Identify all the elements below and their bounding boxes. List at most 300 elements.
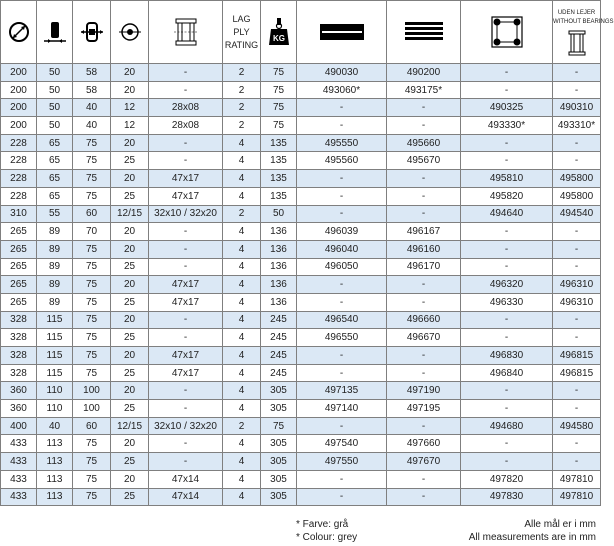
table-cell: 55	[37, 205, 73, 223]
table-cell: -	[553, 435, 601, 453]
table-cell: 265	[1, 293, 37, 311]
table-cell: 28x08	[149, 99, 223, 117]
table-cell: 40	[73, 99, 111, 117]
table-cell: -	[297, 364, 387, 382]
table-cell: -	[387, 117, 461, 135]
table-cell: 75	[73, 240, 111, 258]
table-cell: 58	[73, 64, 111, 82]
table-cell: -	[387, 293, 461, 311]
table-cell: 60	[73, 417, 111, 435]
table-cell: 2	[223, 417, 261, 435]
table-cell: 50	[261, 205, 297, 223]
table-cell: 20	[111, 240, 149, 258]
table-cell: 20	[111, 347, 149, 365]
col-ball-bearing	[461, 1, 553, 64]
table-cell: 265	[1, 276, 37, 294]
weight-kg-icon	[267, 17, 291, 47]
table-cell: 497190	[387, 382, 461, 400]
table-cell: 497135	[297, 382, 387, 400]
table-cell: 75	[73, 453, 111, 471]
table-cell: -	[461, 64, 553, 82]
table-cell: 496830	[461, 347, 553, 365]
table-cell: -	[461, 435, 553, 453]
table-cell: 200	[1, 64, 37, 82]
table-cell: 25	[111, 364, 149, 382]
table-cell: 497195	[387, 400, 461, 418]
axle-bore-icon	[118, 22, 142, 42]
table-cell: 113	[37, 453, 73, 471]
table-cell: -	[149, 81, 223, 99]
table-cell: 496660	[387, 311, 461, 329]
table-cell: -	[553, 329, 601, 347]
ribbed-tread-icon	[404, 21, 444, 43]
table-cell: 2	[223, 81, 261, 99]
table-cell: 305	[261, 470, 297, 488]
table-cell: 493175*	[387, 81, 461, 99]
no-bearing-label-line1: UDEN LEJER	[557, 9, 596, 16]
table-cell: 245	[261, 311, 297, 329]
table-cell: 50	[37, 64, 73, 82]
table-cell: -	[387, 187, 461, 205]
table-row	[1, 470, 601, 488]
table-cell: 328	[1, 364, 37, 382]
table-cell: 65	[37, 170, 73, 188]
table-cell: 115	[37, 329, 73, 347]
measurement-note-da: Alle mål er i mm	[524, 519, 596, 530]
table-cell: 28x08	[149, 117, 223, 135]
table-cell: 75	[261, 417, 297, 435]
table-cell: 4	[223, 293, 261, 311]
table-cell: -	[149, 152, 223, 170]
table-cell: 25	[111, 152, 149, 170]
table-cell: 496840	[461, 364, 553, 382]
table-cell: 265	[1, 240, 37, 258]
table-cell: 25	[111, 187, 149, 205]
ply-label-line1: LAG	[232, 13, 251, 24]
ball-bearing-icon	[490, 15, 524, 49]
table-cell: 4	[223, 276, 261, 294]
table-row	[1, 187, 601, 205]
table-cell: 20	[111, 311, 149, 329]
table-cell: 4	[223, 470, 261, 488]
table-cell: -	[297, 347, 387, 365]
table-row	[1, 81, 601, 99]
table-cell: 89	[37, 276, 73, 294]
col-axle-bore	[111, 1, 149, 64]
table-cell: 496170	[387, 258, 461, 276]
table-cell: 310	[1, 205, 37, 223]
measurement-note-en: All measurements are in mm	[468, 532, 596, 543]
table-cell: 305	[261, 382, 297, 400]
table-cell: 47x14	[149, 488, 223, 506]
roller-bearing-icon	[172, 17, 200, 47]
table-cell: 4	[223, 347, 261, 365]
table-cell: 496670	[387, 329, 461, 347]
table-cell: 47x17	[149, 276, 223, 294]
table-cell: -	[387, 99, 461, 117]
table-cell: 494640	[461, 205, 553, 223]
table-cell: -	[553, 64, 601, 82]
table-cell: -	[149, 453, 223, 471]
table-cell: 328	[1, 329, 37, 347]
table-cell: 2	[223, 64, 261, 82]
table-cell: 75	[73, 329, 111, 347]
table-cell: 110	[37, 400, 73, 418]
table-cell: -	[553, 258, 601, 276]
table-cell: 70	[73, 223, 111, 241]
table-row	[1, 364, 601, 382]
table-cell: -	[149, 258, 223, 276]
table-cell: 360	[1, 400, 37, 418]
table-cell: 65	[37, 187, 73, 205]
colour-note	[296, 518, 357, 544]
table-cell: 47x17	[149, 170, 223, 188]
table-cell: -	[553, 400, 601, 418]
table-cell: 496310	[553, 276, 601, 294]
table-cell: 20	[111, 435, 149, 453]
table-cell: 400	[1, 417, 37, 435]
table-cell: 65	[37, 134, 73, 152]
table-cell: -	[297, 276, 387, 294]
table-row	[1, 134, 601, 152]
table-cell: 100	[73, 400, 111, 418]
table-row	[1, 453, 601, 471]
table-cell: 75	[261, 99, 297, 117]
table-cell: 2	[223, 205, 261, 223]
table-cell: 495800	[553, 170, 601, 188]
table-cell: 75	[261, 117, 297, 135]
table-cell: 75	[73, 276, 111, 294]
table-cell: 496167	[387, 223, 461, 241]
table-cell: 496160	[387, 240, 461, 258]
table-row	[1, 382, 601, 400]
table-cell: 493330*	[461, 117, 553, 135]
table-cell: -	[387, 347, 461, 365]
table-cell: -	[387, 470, 461, 488]
table-cell: 75	[73, 293, 111, 311]
table-cell: 494540	[553, 205, 601, 223]
table-cell: 25	[111, 453, 149, 471]
table-cell: 25	[111, 258, 149, 276]
table-cell: -	[461, 240, 553, 258]
col-width	[37, 1, 73, 64]
col-load	[261, 1, 297, 64]
table-cell: -	[149, 223, 223, 241]
table-cell: 75	[73, 311, 111, 329]
table-cell: 135	[261, 152, 297, 170]
table-cell: -	[553, 453, 601, 471]
table-cell: 40	[37, 417, 73, 435]
table-cell: 496310	[553, 293, 601, 311]
table-cell: 496815	[553, 364, 601, 382]
table-cell: 433	[1, 488, 37, 506]
table-cell: 496050	[297, 258, 387, 276]
weight-kg-label: KG	[272, 34, 285, 43]
table-cell: 496815	[553, 347, 601, 365]
table-cell: 135	[261, 187, 297, 205]
table-cell: 496330	[461, 293, 553, 311]
table-cell: -	[461, 134, 553, 152]
table-cell: 328	[1, 347, 37, 365]
table-cell: 493060*	[297, 81, 387, 99]
table-cell: 136	[261, 240, 297, 258]
col-without-bearings	[553, 1, 614, 64]
table-cell: 75	[73, 347, 111, 365]
footnotes	[0, 518, 600, 546]
no-bearing-label-line2: WITHOUT BEARINGS	[553, 18, 614, 25]
table-cell: 4	[223, 435, 261, 453]
table-row	[1, 99, 601, 117]
table-cell: 47x17	[149, 187, 223, 205]
table-cell: -	[149, 329, 223, 347]
hub-length-icon	[80, 20, 104, 44]
table-cell: 490325	[461, 99, 553, 117]
col-ribbed-tread	[387, 1, 461, 64]
table-row	[1, 435, 601, 453]
table-cell: -	[461, 258, 553, 276]
table-cell: 4	[223, 453, 261, 471]
table-row	[1, 417, 601, 435]
table-cell: 4	[223, 152, 261, 170]
table-cell: 360	[1, 382, 37, 400]
table-row	[1, 347, 601, 365]
table-cell: 50	[37, 99, 73, 117]
table-cell: 4	[223, 488, 261, 506]
table-row	[1, 311, 601, 329]
table-cell: -	[553, 134, 601, 152]
table-cell: -	[297, 470, 387, 488]
table-cell: 65	[37, 152, 73, 170]
table-row	[1, 329, 601, 347]
table-cell: 4	[223, 170, 261, 188]
table-cell: 4	[223, 364, 261, 382]
table-cell: 490200	[387, 64, 461, 82]
table-cell: 89	[37, 293, 73, 311]
wheel-diameter-icon	[8, 21, 30, 43]
table-cell: 135	[261, 170, 297, 188]
table-cell: -	[553, 223, 601, 241]
table-cell: 89	[37, 240, 73, 258]
table-cell: 493310*	[553, 117, 601, 135]
table-cell: 495820	[461, 187, 553, 205]
table-cell: 433	[1, 435, 37, 453]
spec-table-body	[1, 64, 601, 506]
table-cell: 115	[37, 347, 73, 365]
table-cell: 12/15	[111, 205, 149, 223]
table-cell: 497660	[387, 435, 461, 453]
table-cell: 497810	[553, 470, 601, 488]
table-cell: -	[461, 311, 553, 329]
colour-note-en: * Colour: grey	[296, 532, 358, 543]
table-cell: 228	[1, 134, 37, 152]
table-cell: 50	[37, 81, 73, 99]
table-cell: 4	[223, 311, 261, 329]
table-cell: 200	[1, 117, 37, 135]
table-cell: 228	[1, 170, 37, 188]
table-cell: 497810	[553, 488, 601, 506]
table-cell: 75	[261, 64, 297, 82]
table-cell: -	[387, 170, 461, 188]
table-cell: 20	[111, 470, 149, 488]
table-cell: 2	[223, 99, 261, 117]
table-cell: 40	[73, 117, 111, 135]
table-cell: 25	[111, 488, 149, 506]
table-cell: -	[553, 311, 601, 329]
measurement-note	[469, 518, 596, 544]
table-cell: 200	[1, 81, 37, 99]
table-cell: -	[387, 417, 461, 435]
table-cell: -	[149, 311, 223, 329]
table-cell: -	[553, 152, 601, 170]
table-cell: 20	[111, 134, 149, 152]
table-cell: 60	[73, 205, 111, 223]
header-row	[1, 1, 601, 64]
table-cell: 110	[37, 382, 73, 400]
table-cell: 494580	[553, 417, 601, 435]
table-cell: 497140	[297, 400, 387, 418]
table-cell: 495660	[387, 134, 461, 152]
table-cell: 12/15	[111, 417, 149, 435]
col-roller-bearing	[149, 1, 223, 64]
table-cell: 58	[73, 81, 111, 99]
table-cell: 113	[37, 470, 73, 488]
table-cell: -	[297, 488, 387, 506]
table-cell: 4	[223, 134, 261, 152]
table-cell: -	[461, 453, 553, 471]
table-cell: 245	[261, 329, 297, 347]
table-row	[1, 240, 601, 258]
table-cell: -	[461, 400, 553, 418]
table-cell: 12	[111, 99, 149, 117]
table-cell: 25	[111, 329, 149, 347]
table-cell: 4	[223, 187, 261, 205]
table-row	[1, 276, 601, 294]
table-cell: 4	[223, 329, 261, 347]
table-cell: 305	[261, 453, 297, 471]
table-cell: -	[387, 276, 461, 294]
table-row	[1, 117, 601, 135]
table-cell: -	[461, 382, 553, 400]
table-cell: 47x14	[149, 470, 223, 488]
table-cell: -	[297, 187, 387, 205]
table-cell: 265	[1, 223, 37, 241]
table-cell: 75	[73, 170, 111, 188]
table-cell: 20	[111, 223, 149, 241]
table-cell: 496039	[297, 223, 387, 241]
table-cell: 115	[37, 364, 73, 382]
table-cell: 497670	[387, 453, 461, 471]
table-row	[1, 488, 601, 506]
table-cell: -	[149, 400, 223, 418]
table-cell: 75	[73, 187, 111, 205]
table-cell: 497830	[461, 488, 553, 506]
table-cell: -	[553, 240, 601, 258]
table-cell: 265	[1, 258, 37, 276]
table-cell: -	[461, 81, 553, 99]
table-cell: 75	[73, 488, 111, 506]
table-cell: 495800	[553, 187, 601, 205]
plain-hub-icon	[566, 30, 588, 56]
table-cell: -	[297, 293, 387, 311]
table-cell: 494680	[461, 417, 553, 435]
table-cell: -	[387, 364, 461, 382]
table-cell: 497550	[297, 453, 387, 471]
table-cell: 495670	[387, 152, 461, 170]
table-row	[1, 293, 601, 311]
table-cell: 75	[73, 134, 111, 152]
ply-label-line2: PLY	[233, 26, 250, 37]
table-cell: 200	[1, 99, 37, 117]
table-cell: 32x10 / 32x20	[149, 205, 223, 223]
table-cell: -	[149, 134, 223, 152]
table-cell: 228	[1, 187, 37, 205]
table-cell: 136	[261, 258, 297, 276]
table-cell: -	[149, 435, 223, 453]
table-cell: 75	[73, 152, 111, 170]
table-row	[1, 152, 601, 170]
table-cell: 245	[261, 364, 297, 382]
table-cell: 20	[111, 276, 149, 294]
table-cell: 113	[37, 435, 73, 453]
table-cell: 433	[1, 470, 37, 488]
table-cell: 75	[73, 258, 111, 276]
table-cell: 433	[1, 453, 37, 471]
table-cell: 496540	[297, 311, 387, 329]
table-cell: 47x17	[149, 364, 223, 382]
table-cell: -	[387, 205, 461, 223]
table-cell: 4	[223, 258, 261, 276]
table-cell: 25	[111, 293, 149, 311]
table-cell: 47x17	[149, 293, 223, 311]
table-cell: 4	[223, 240, 261, 258]
col-ply-rating	[223, 1, 261, 64]
table-cell: -	[149, 382, 223, 400]
table-row	[1, 170, 601, 188]
table-cell: 75	[73, 364, 111, 382]
table-cell: 32x10 / 32x20	[149, 417, 223, 435]
table-cell: 75	[261, 81, 297, 99]
table-cell: 495810	[461, 170, 553, 188]
table-cell: -	[553, 81, 601, 99]
table-cell: 328	[1, 311, 37, 329]
table-cell: 50	[37, 117, 73, 135]
table-cell: 136	[261, 276, 297, 294]
table-cell: -	[297, 417, 387, 435]
table-cell: 497540	[297, 435, 387, 453]
col-diameter	[1, 1, 37, 64]
table-cell: 245	[261, 347, 297, 365]
table-cell: 4	[223, 400, 261, 418]
table-cell: 228	[1, 152, 37, 170]
table-cell: 305	[261, 435, 297, 453]
table-cell: 305	[261, 400, 297, 418]
table-cell: 495550	[297, 134, 387, 152]
table-cell: -	[461, 223, 553, 241]
table-cell: 496320	[461, 276, 553, 294]
table-cell: -	[387, 488, 461, 506]
ply-label-line3: RATING	[224, 39, 259, 50]
table-cell: 100	[73, 382, 111, 400]
table-cell: -	[297, 117, 387, 135]
col-solid-tread	[297, 1, 387, 64]
table-cell: -	[553, 382, 601, 400]
table-cell: 135	[261, 134, 297, 152]
table-cell: 490310	[553, 99, 601, 117]
table-cell: 25	[111, 400, 149, 418]
table-row	[1, 64, 601, 82]
table-cell: 12	[111, 117, 149, 135]
table-cell: 20	[111, 382, 149, 400]
